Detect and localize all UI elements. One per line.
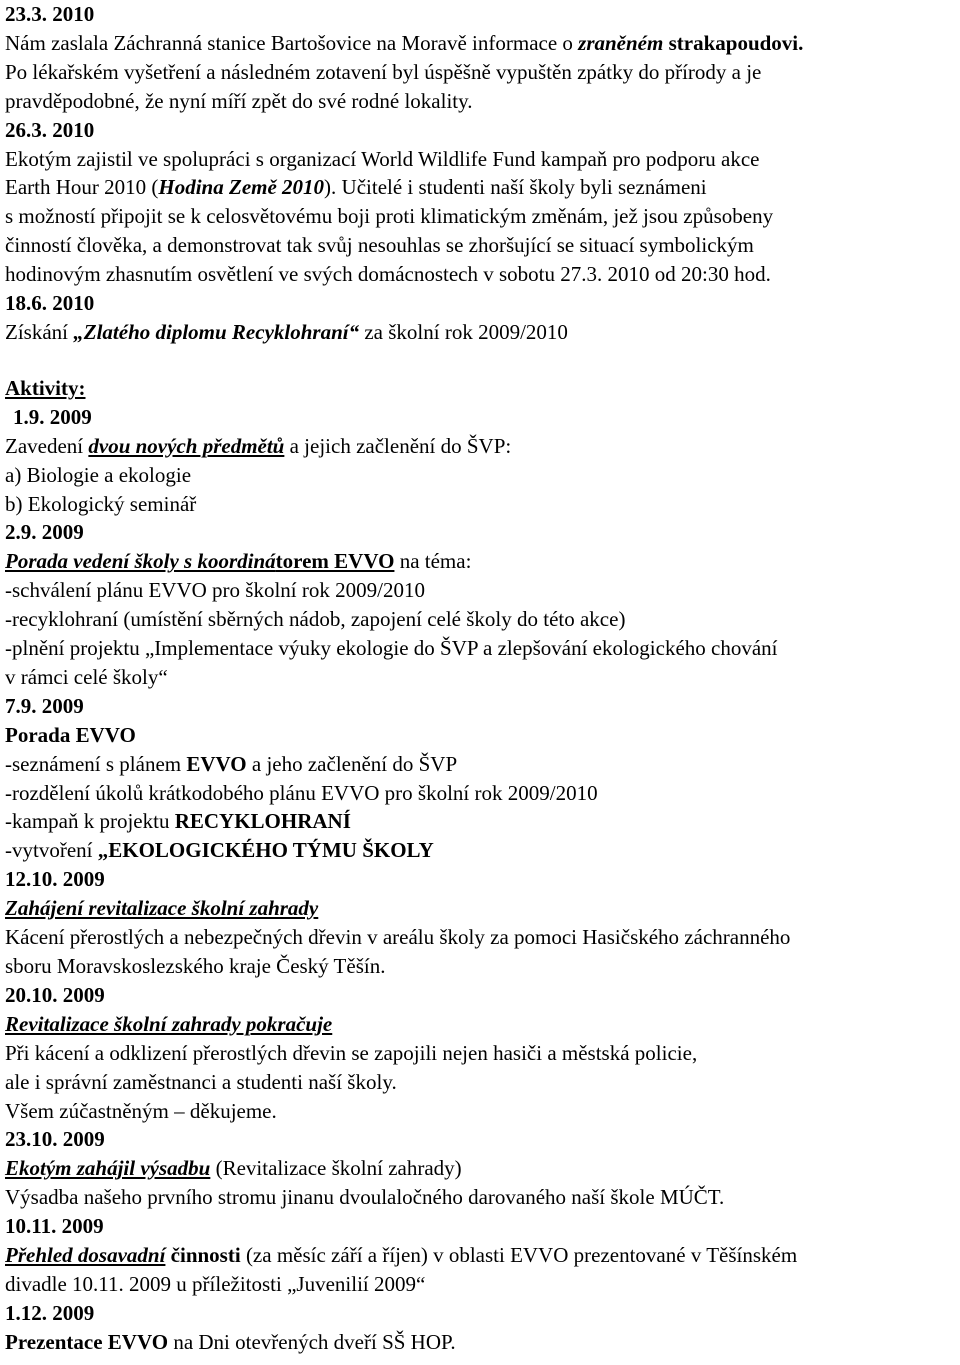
entry-text: hodinovým zhasnutím osvětlení ve svých domácnostech v sobotu 27.3. 2010 od 20:30 hod.: [5, 262, 771, 287]
text-run: Nám zaslala Záchranná stanice Bartošovice na Moravě informace o: [5, 30, 579, 55]
entry-text: Ekotým zajistil ve spolupráci s organizací World Wildlife Fund kampaň pro podporu akce: [5, 146, 760, 171]
entry-text: b) Ekologický seminář: [5, 491, 197, 516]
text-run: zraněném: [578, 30, 664, 55]
entry-text: ale i správní zaměstnanci a studenti naší školy.: [5, 1069, 397, 1094]
entry-text: [5, 29, 956, 58]
text-run: za školní rok 2009/2010: [359, 319, 568, 344]
entry-text: Výsadba našeho prvního stromu jinanu dvoulaločného darovaného naší škole MÚČT.: [5, 1185, 725, 1210]
text-run: -vytvoření: [5, 838, 98, 863]
text-run: strakapoudovi.: [663, 30, 804, 55]
entry-date: 7.9. 2009: [5, 693, 84, 718]
text-run: „Zlatého diplomu Recyklohraní“: [73, 319, 360, 344]
entry-text: pravděpodobné, že nyní míří zpět do své rodné lokality.: [5, 88, 473, 113]
entry-date: 1.9. 2009: [13, 404, 92, 429]
entry-date: 1.12. 2009: [5, 1300, 95, 1325]
entry-text: divadle 10.11. 2009 u příležitosti „Juvenilií 2009“: [5, 1271, 426, 1296]
text-run: torem EVVO: [275, 549, 395, 574]
entry-text: [5, 318, 956, 347]
entry-title: Revitalizace školní zahrady pokračuje: [5, 1011, 333, 1036]
entry-text: [5, 1328, 956, 1357]
spacer: [5, 347, 956, 374]
text-run: na Dni otevřených dveří SŠ HOP.: [168, 1329, 456, 1354]
text-run: a jeho začlenění do ŠVP: [246, 751, 458, 776]
entry-title: Zahájení revitalizace školní zahrady: [5, 896, 319, 921]
text-run: činnosti: [165, 1243, 241, 1268]
entry-text: [5, 750, 956, 779]
text-run: -seznámení s plánem: [5, 751, 187, 776]
text-run: na téma:: [394, 549, 472, 574]
entry-date: 20.10. 2009: [5, 982, 105, 1007]
text-run: ).: [324, 175, 342, 200]
entry-title: Porada EVVO: [5, 722, 136, 747]
entry-text: -plnění projektu „Implementace výuky ekologie do ŠVP a zlepšování ekologického chování: [5, 636, 778, 661]
text-run: EVVO: [186, 751, 247, 776]
entry-text: sboru Moravskoslezského kraje Český Těšín.: [5, 954, 386, 978]
entry-text: [5, 807, 956, 836]
text-run: Hodina Země 2010: [158, 175, 325, 200]
text-run: -kampaň k projektu: [5, 809, 175, 834]
entry-text: Při kácení a odklizení přerostlých dřevin se zapojili nejen hasiči a městská policie,: [5, 1040, 698, 1065]
entry-date: 18.6. 2010: [5, 291, 95, 316]
text-run: dvou nových předmětů: [88, 433, 285, 458]
entry-text: [5, 173, 956, 202]
entry-text: -schválení plánu EVVO pro školní rok 2009/2010: [5, 578, 425, 603]
text-run: Prezentace EVVO: [5, 1329, 169, 1354]
entry-text: činností člověka, a demonstrovat tak svůj nesouhlas se zhoršující se situací symbolickým: [5, 233, 754, 258]
entry-date: 10.11. 2009: [5, 1214, 104, 1239]
section-heading: Aktivity:: [5, 375, 86, 400]
text-run: Přehled dosavadní: [5, 1243, 166, 1268]
text-run: Earth Hour 2010 (: [5, 175, 159, 200]
text-run: Získání: [5, 319, 74, 344]
text-run: RECYKLOHRANÍ: [174, 809, 351, 834]
entry-date: 26.3. 2010: [5, 117, 95, 142]
entry-text: [5, 432, 956, 461]
text-run: Porada vedení školy s koordiná: [5, 549, 276, 574]
entry-text: Po lékařském vyšetření a následném zotavení byl úspěšně vypuštěn zpátky do přírody a je: [5, 59, 762, 84]
text-run: Učitelé i studenti naší školy byli seznámeni: [341, 175, 707, 200]
entry-text: a) Biologie a ekologie: [5, 462, 192, 487]
text-run: (za měsíc září a říjen) v oblasti EVVO prezentované v Těšínském: [240, 1243, 798, 1268]
entry-date: 23.3. 2010: [5, 2, 95, 26]
entry-date: 2.9. 2009: [5, 520, 84, 545]
entry-text: Všem zúčastněným – děkujeme.: [5, 1098, 277, 1123]
entry-text: s možností připojit se k celosvětovému boji proti klimatickým změnám, jež jsou způsobeny: [5, 204, 774, 229]
entry-text: [5, 547, 956, 576]
text-run: a jejich začlenění do ŠVP:: [284, 433, 512, 458]
text-run: (Revitalizace školní zahrady): [210, 1156, 462, 1181]
entry-date: 23.10. 2009: [5, 1127, 105, 1152]
entry-text: Kácení přerostlých a nebezpečných dřevin v areálu školy za pomoci Hasičského záchranného: [5, 925, 791, 950]
text-run: Ekotým zahájil výsadbu: [5, 1156, 211, 1181]
entry-text: [5, 1241, 956, 1270]
entry-text: -rozdělení úkolů krátkodobého plánu EVVO pro školní rok 2009/2010: [5, 780, 598, 805]
entry-date: 12.10. 2009: [5, 867, 105, 892]
entry-text: [5, 1154, 956, 1183]
entry-text: v rámci celé školy“: [5, 664, 168, 689]
text-run: Zavedení: [5, 433, 89, 458]
text-run: „EKOLOGICKÉHO TÝMU ŠKOLY: [97, 838, 434, 863]
entry-text: [5, 836, 956, 865]
entry-text: -recyklohraní (umístění sběrných nádob, zapojení celé školy do této akce): [5, 607, 626, 632]
